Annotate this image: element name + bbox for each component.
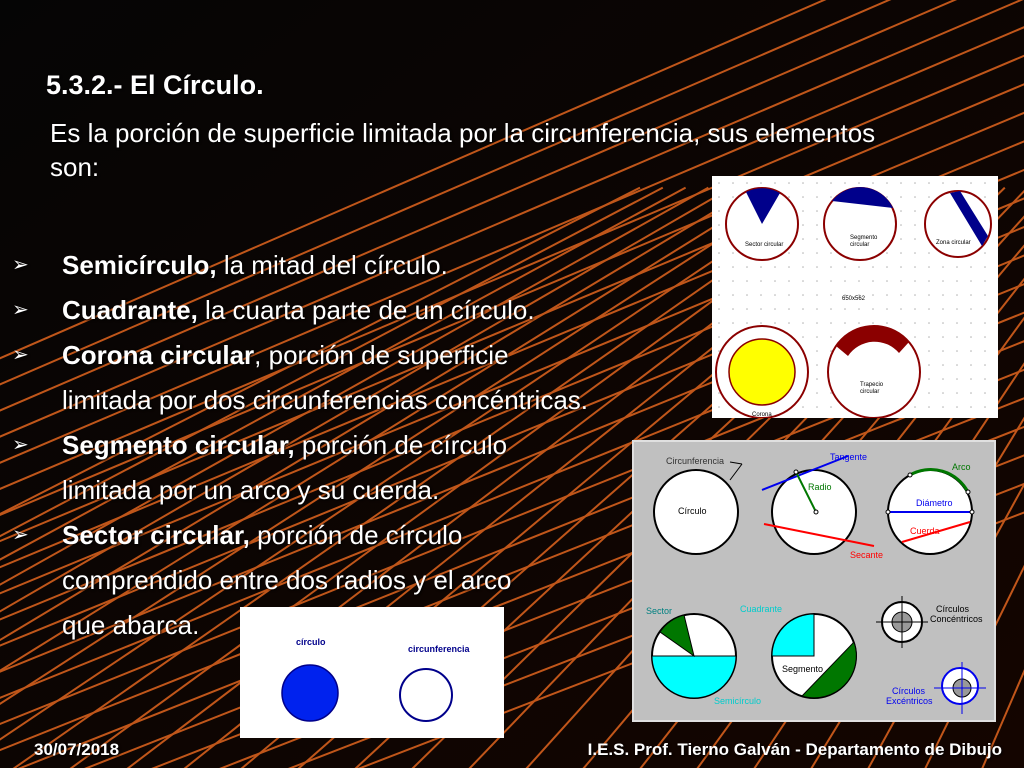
circumference-elements-diagram bbox=[632, 440, 996, 722]
definition: , porción de superficie bbox=[254, 340, 509, 370]
term: Cuadrante, bbox=[62, 295, 198, 325]
label-radio: Radio bbox=[808, 482, 832, 492]
concentric-circles-figure bbox=[876, 596, 983, 648]
arco-diametro-figure bbox=[886, 462, 974, 554]
eccentric-circles-figure bbox=[886, 662, 986, 714]
segmento-circular-figure bbox=[824, 187, 896, 260]
label-trapecio-1: Trapecio bbox=[860, 382, 884, 388]
slide-title: 5.3.2.- El Círculo. bbox=[46, 70, 264, 100]
corona-circular-figure bbox=[716, 326, 808, 418]
sector-semicirculo-figure bbox=[646, 606, 761, 706]
label-concentricos-2: Concéntricos bbox=[930, 614, 983, 624]
term: Sector circular, bbox=[62, 520, 250, 550]
cuadrante-segmento-figure bbox=[740, 604, 856, 698]
bullet-sector-line3: que abarca. bbox=[62, 610, 200, 640]
radio-tangente-figure bbox=[762, 452, 883, 560]
arrow-bullet-icon: ➢ bbox=[12, 524, 29, 546]
bullet-list bbox=[12, 243, 588, 648]
label-excentricos-1: Círculos bbox=[892, 686, 926, 696]
label-size: 650x562 bbox=[842, 296, 866, 302]
zona-circular-figure bbox=[925, 191, 991, 257]
bullet-sector bbox=[12, 513, 588, 558]
label-cuadrante: Cuadrante bbox=[740, 604, 783, 614]
bullet-semicirculo bbox=[12, 243, 588, 288]
term: Segmento circular, bbox=[62, 430, 295, 460]
label-arco: Arco bbox=[952, 462, 971, 472]
label-sector: Sector circular bbox=[745, 242, 784, 248]
label-sector: Sector bbox=[646, 606, 673, 616]
label-tangente: Tangente bbox=[830, 452, 868, 462]
intro-paragraph: Es la porción de superficie limitada por la circunferencia, sus elementos son: bbox=[50, 118, 876, 182]
bullet-corona bbox=[12, 333, 588, 378]
label-segmento-2: circular bbox=[850, 242, 870, 248]
label-trapecio-2: circular bbox=[860, 389, 880, 395]
label-segmento-1: Segmento bbox=[850, 235, 878, 241]
label-circunferencia: Circunferencia bbox=[666, 456, 725, 466]
label-cuerda: Cuerda bbox=[910, 526, 940, 536]
bullet-cuadrante bbox=[12, 288, 588, 333]
arrow-bullet-icon: ➢ bbox=[12, 434, 29, 456]
definition: la mitad del círculo. bbox=[216, 250, 448, 280]
label-segmento: Segmento bbox=[782, 664, 824, 674]
footer-date: 30/07/2018 bbox=[34, 740, 120, 759]
label-zona: Zona circular bbox=[936, 240, 971, 246]
bullet-sector-line2: comprendido entre dos radios y el arco bbox=[62, 565, 512, 595]
definition: la cuarta parte de un círculo. bbox=[197, 295, 535, 325]
label-diametro: Diámetro bbox=[916, 498, 953, 508]
arrow-bullet-icon: ➢ bbox=[12, 344, 29, 366]
label-circulo: círculo bbox=[296, 637, 326, 647]
arrow-bullet-icon: ➢ bbox=[12, 299, 29, 321]
definition: porción de círculo bbox=[249, 520, 463, 550]
bullet-corona-line2: limitada por dos circunferencias concéntricas. bbox=[62, 385, 589, 415]
label-corona: Corona bbox=[752, 412, 772, 418]
bullet-segmento bbox=[12, 423, 588, 468]
label-excentricos-2: Excéntricos bbox=[886, 696, 933, 706]
term: Semicírculo, bbox=[62, 250, 217, 280]
circulo-figure bbox=[654, 456, 742, 554]
bullet-segmento-line2: limitada por un arco y su cuerda. bbox=[62, 475, 440, 505]
term: Corona circular bbox=[62, 340, 255, 370]
label-circulo: Círculo bbox=[678, 506, 707, 516]
definition: porción de círculo bbox=[294, 430, 508, 460]
footer-school: I.E.S. Prof. Tierno Galván - Departamento de Dibujo bbox=[587, 740, 1002, 759]
circulo-vs-circunferencia-diagram bbox=[240, 607, 504, 738]
trapecio-circular-figure bbox=[828, 326, 920, 418]
arrow-bullet-icon: ➢ bbox=[12, 254, 29, 276]
sector-circular-figure bbox=[726, 188, 798, 260]
filled-circle bbox=[282, 665, 338, 721]
label-concentricos-1: Círculos bbox=[936, 604, 970, 614]
circle-parts-diagram bbox=[712, 176, 998, 418]
outline-circle bbox=[400, 669, 452, 721]
label-circunferencia: circunferencia bbox=[408, 644, 470, 654]
label-semicirculo: Semicírculo bbox=[714, 696, 762, 706]
label-secante: Secante bbox=[850, 550, 884, 560]
